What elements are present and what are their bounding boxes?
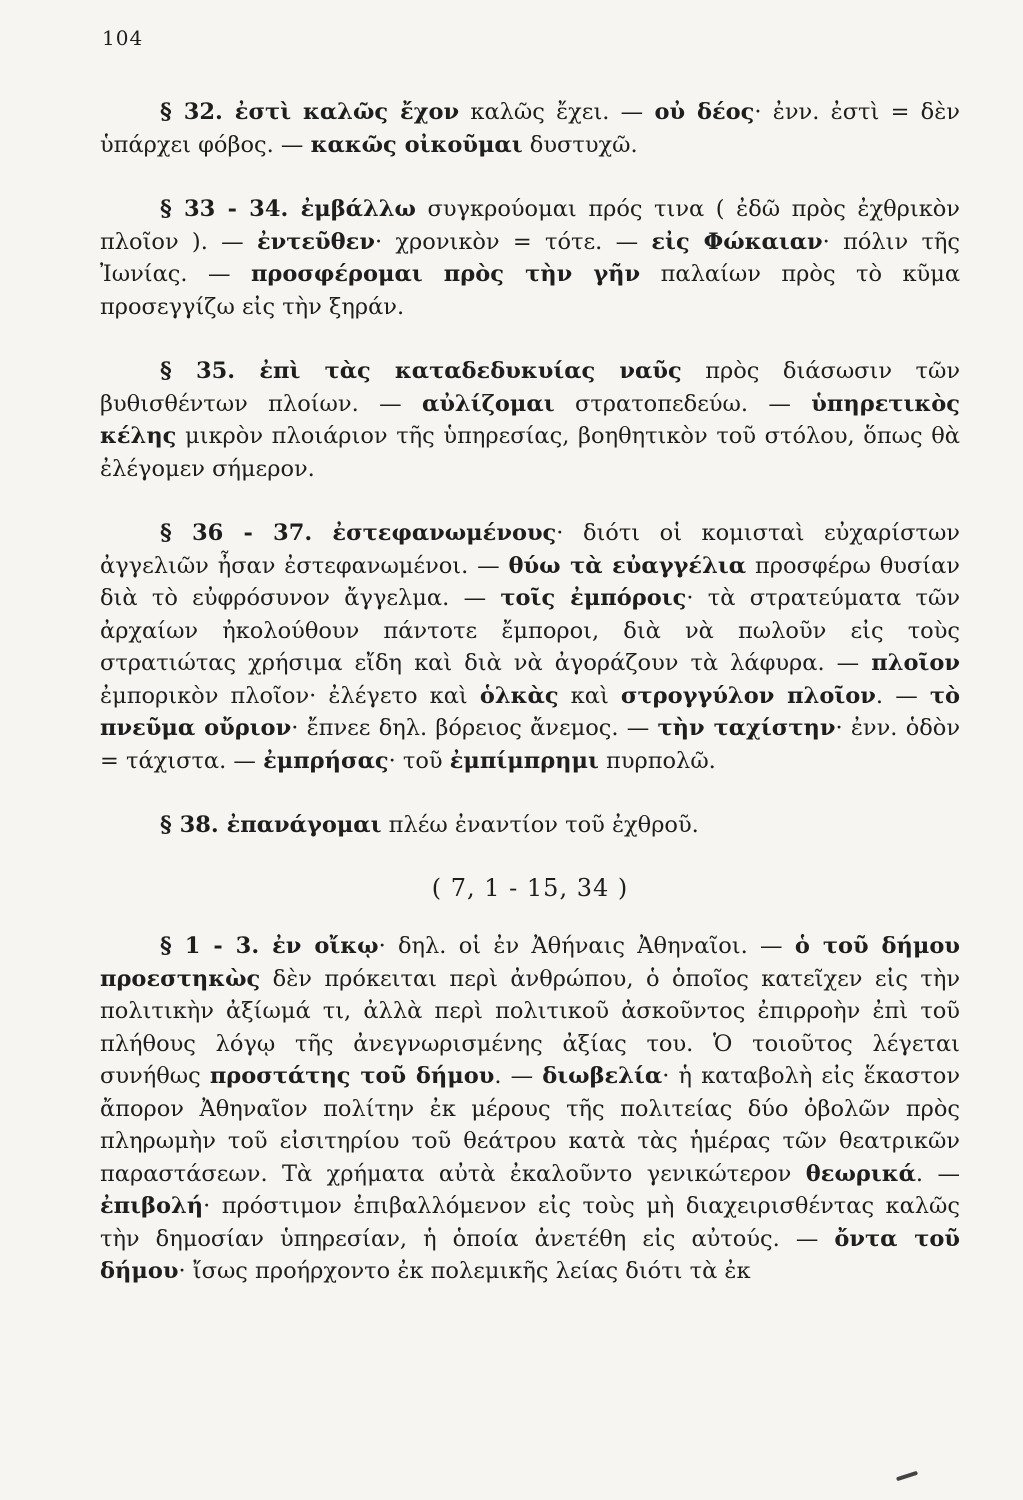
bold-term: κακῶς οἰκοῦμαι <box>310 131 523 158</box>
bold-term: ἐστὶ καλῶς ἔχον <box>234 99 460 125</box>
paragraph-33-34 <box>100 193 960 323</box>
text-run: · ἡ καταβολὴ εἰς ἕκαστον ἄπορον Ἀθηναῖον πολίτην ἐκ μέρους τῆς πολιτείας δύο ὀβολῶν πρὸς πληρωμὴν τοῦ εἰσιτηρίου τοῦ θεάτρου κατὰ τὰς ἡμέρας τῶν θεατρικῶν παραστάσεων. Τὰ χρήματα αὐτὰ ἐκαλοῦντο γενικώτερον <box>100 1063 961 1187</box>
paragraph-32 <box>100 96 960 161</box>
ink-mark <box>896 1471 918 1482</box>
text-run: . — <box>494 1063 543 1089</box>
bold-term: § 32. <box>160 99 235 125</box>
bold-term: θεωρικά <box>805 1160 916 1187</box>
bold-term: ἐμπρήσας <box>263 747 389 774</box>
bold-term: πλοῖον <box>871 650 960 676</box>
bold-term: § 35. <box>160 358 260 384</box>
text-run: · χρονικὸν = τότε. — <box>374 228 652 255</box>
bold-term: ὑπηρετικὸς κέλης <box>100 390 960 449</box>
paragraph-35 <box>100 355 960 485</box>
bold-term: ἐμβάλλω <box>300 196 416 222</box>
text-run: ἐμπορικὸν πλοῖον· ἐλέγετο καὶ <box>100 682 480 709</box>
bold-term: εἰς Φώκαιαν <box>651 228 823 255</box>
bold-term: ἐν οἴκῳ <box>272 933 379 959</box>
bold-term: ὄντα τοῦ δήμου <box>100 1225 961 1284</box>
text-run: · δηλ. οἱ ἐν Ἀθήναις Ἀθηναῖοι. — <box>378 933 795 959</box>
bold-term: προσφέρομαι πρὸς τὴν γῆν <box>250 261 641 287</box>
text-run: μικρὸν πλοιάριον τῆς ὑπηρεσίας, βοηθητικὸν τοῦ στόλου, ὅπως θὰ ἐλέγομεν σήμερον. <box>100 423 960 482</box>
text-run: παλαίων πρὸς τὸ κῦμα προσεγγίζω εἰς τὴν ξηράν. <box>100 261 961 320</box>
text-run: · ἴσως προήρχοντο ἐκ πολεμικῆς λείας διότι τὰ ἐκ <box>178 1258 751 1284</box>
section-heading: ( 7, 1 - 15, 34 ) <box>431 873 629 902</box>
bold-term: ἐπὶ τὰς καταδεδυκυίας ναῦς <box>259 358 682 384</box>
bold-term: ἐμπίμπρημι <box>449 747 599 774</box>
bold-term: στρογγύλον πλοῖον <box>620 682 876 709</box>
bold-term: διωβελία <box>542 1063 663 1089</box>
text-run: πυρπολῶ. <box>598 747 716 774</box>
text-run: καὶ <box>558 682 621 709</box>
bold-term: § 1 - 3. <box>160 933 273 959</box>
text-run: · τὰ στρατεύματα τῶν ἀρχαίων ἠκολούθουν πάντοτε ἔμποροι, διὰ νὰ πωλοῦν εἰς τοὺς στρατιώτας χρήσιμα εἴδη καὶ διὰ νὰ ἀγοράζουν τὰ λάφυρα. — <box>100 585 961 676</box>
text-run: . — <box>875 682 930 709</box>
text-run: δὲν πρόκειται περὶ ἀνθρώπου, ὁ ὁποῖος κατεῖχεν εἰς τὴν πολιτικὴν ἀξίωμά τι, ἀλλὰ περὶ πολιτικοῦ ἀσκοῦντος ἐπιρροὴν ἐπὶ τοῦ πλήθους λόγῳ τῆς ἀνεγνωρισμένης ἀξίας του. Ὁ τοιοῦτος λέγεται συνήθως <box>100 965 960 1089</box>
bold-term: ὁ τοῦ δήμου προεστηκὼς <box>100 933 960 992</box>
text-run: · πόλιν τῆς Ἰωνίας. — <box>100 228 960 287</box>
bold-term: § 33 - 34. <box>160 196 301 222</box>
text-run: πλέω ἐναντίον τοῦ ἐχθροῦ. <box>381 812 699 838</box>
text-run: καλῶς ἔχει. — <box>459 99 655 125</box>
text-run: . — <box>915 1160 960 1187</box>
bold-term: ἐπιβολή <box>100 1193 204 1219</box>
bold-term: § 36 - 37. <box>160 520 333 546</box>
bold-term: ὁλκὰς <box>479 682 559 709</box>
bold-term: αὐλίζομαι <box>422 390 555 417</box>
bold-term: οὐ δέος <box>654 99 755 125</box>
page-body <box>100 96 960 1320</box>
paragraph-38 <box>100 809 960 842</box>
paragraph-36-37 <box>100 517 960 777</box>
text-run: · ἔπνεε δηλ. βόρειος ἄνεμος. — <box>291 715 658 741</box>
text-run: · πρόστιμον ἐπιβαλλόμενον εἰς τοὺς μὴ διαχειρισθέντας καλῶς τὴν δημοσίαν ὑπηρεσίαν, ἡ ὁποία ἀνετέθη εἰς αὐτούς. — <box>100 1193 960 1252</box>
bold-term: ἐπανάγομαι <box>226 812 382 838</box>
text-run: · διότι οἱ κομισταὶ εὐχαρίστων ἀγγελιῶν ἦσαν ἐστεφανωμένοι. — <box>100 520 960 579</box>
bold-term: τοῖς ἐμπόροις <box>500 585 687 611</box>
page-number: 104 <box>102 26 144 50</box>
text-run: · τοῦ <box>388 747 450 774</box>
bold-term: τὴν ταχίστην <box>657 715 836 741</box>
bold-term: ἐντεῦθεν <box>256 228 375 255</box>
bold-term: θύω τὰ εὐαγγέλια <box>508 552 747 579</box>
bold-term: § 38. <box>160 812 227 838</box>
text-run: προσφέρω θυσίαν διὰ τὸ εὐφρόσυνον ἄγγελμα. — <box>100 552 960 611</box>
bold-term: ἐστεφανωμένους <box>332 520 557 546</box>
text-run: · ἐνν. ὁδὸν = τάχιστα. — <box>100 715 961 774</box>
text-run: δυστυχῶ. <box>522 131 638 158</box>
text-run: συγκρούομαι πρός τινα ( ἐδῶ πρὸς ἐχθρικὸν πλοῖον ). — <box>100 196 960 255</box>
text-run: στρατοπεδεύω. — <box>554 390 812 417</box>
paragraph-1-3 <box>100 930 960 1288</box>
text-run: πρὸς διάσωσιν τῶν βυθισθέντων πλοίων. — <box>100 358 961 417</box>
text-run: · ἐνν. ἐστὶ = δὲν ὑπάρχει φόβος. — <box>100 99 960 158</box>
bold-term: προστάτης τοῦ δήμου <box>209 1063 495 1089</box>
bold-term: τὸ πνεῦμα οὔριον <box>100 682 960 741</box>
